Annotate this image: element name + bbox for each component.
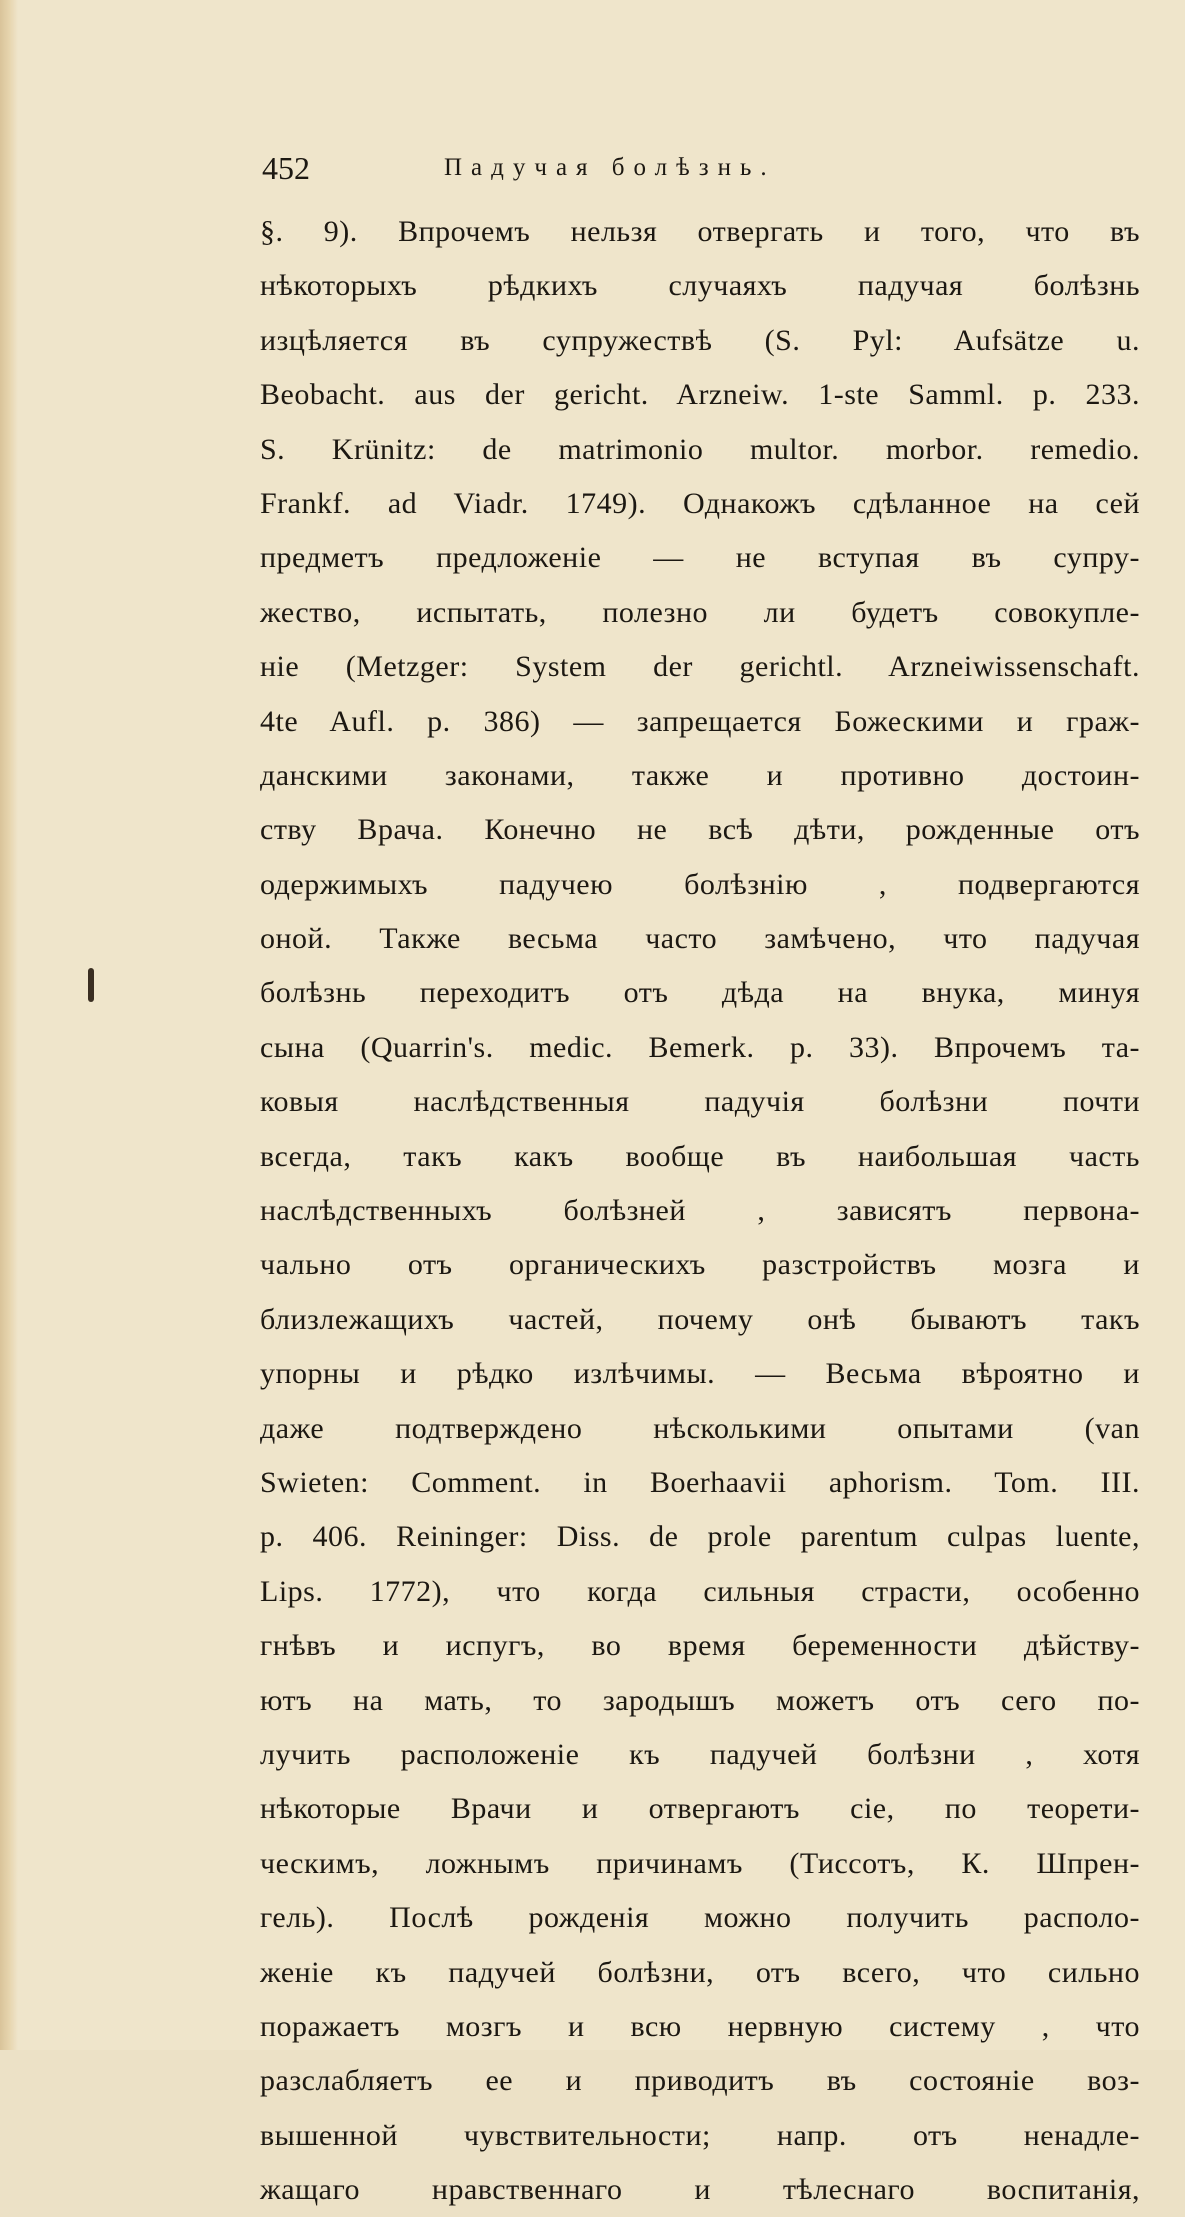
text-line: лучить расположеніе къ падучей болѣзни , хотя — [260, 1737, 1140, 1771]
text-line: предметъ предложеніе — не вступая въ супру- — [260, 541, 1140, 575]
text-line: одержимыхъ падучею болѣзнію , подвергаются — [260, 867, 1140, 901]
text-line: сына (Quarrin's. medic. Bemerk. p. 33). Впрочемъ та- — [260, 1030, 1140, 1064]
text-line: изцѣляется въ супружествѣ (S. Pyl: Aufsätze u. — [260, 323, 1140, 357]
text-line: гель). Послѣ рожденія можно получить располо- — [260, 1901, 1140, 1935]
text-line: жащаго нравственнаго и тѣлеснаго воспитанія, — [260, 2173, 1140, 2207]
text-line: близлежащихъ частей, почему онѣ бываютъ такъ — [260, 1302, 1140, 1336]
page-header — [262, 150, 912, 194]
text-line: §. 9). Впрочемъ нельзя отвергать и того, что въ — [260, 215, 1140, 248]
text-line: оной. Также весьма часто замѣчено, что падучая — [260, 922, 1140, 956]
text-line: ніе (Metzger: System der gerichtl. Arzneiwissenschaft. — [260, 650, 1140, 684]
text-line: p. 406. Reininger: Diss. de prole parentum culpas luente, — [260, 1520, 1140, 1554]
text-line: жество, испытать, полезно ли будетъ совокупле- — [260, 595, 1140, 629]
text-line: нѣкоторые Врачи и отвергаютъ сіе, по теорети- — [260, 1792, 1140, 1826]
page-binding-edge — [0, 0, 18, 2050]
text-line: Lips. 1772), что когда сильныя страсти, особенно — [260, 1574, 1140, 1608]
text-line: женіе къ падучей болѣзни, отъ всего, что сильно — [260, 1955, 1140, 1989]
text-line: Swieten: Comment. in Boerhaavii aphorism. Tom. III. — [260, 1465, 1140, 1499]
text-line: разслабляетъ ее и приводитъ въ состояніе воз- — [260, 2064, 1140, 2098]
text-line: данскими законами, также и противно достоин- — [260, 758, 1140, 792]
margin-ink-mark — [88, 968, 94, 1002]
text-line: Beobacht. aus der gericht. Arzneiw. 1-ste Samml. p. 233. — [260, 378, 1140, 412]
text-line: ческимъ, ложнымъ причинамъ (Тиссотъ, К. Шпрен- — [260, 1846, 1140, 1880]
text-line: гнѣвъ и испугъ, во время беременности дѣйству- — [260, 1629, 1140, 1663]
text-line: нѣкоторыхъ рѣдкихъ случаяхъ падучая болѣзнь — [260, 269, 1140, 303]
text-line: поражаетъ мозгъ и всю нервную систему , что — [260, 2009, 1140, 2043]
text-line: даже подтверждено нѣсколькими опытами (van — [260, 1411, 1140, 1445]
text-line: болѣзнь переходитъ отъ дѣда на внука, минуя — [260, 976, 1140, 1010]
text-line: ковыя наслѣдственныя падучія болѣзни почти — [260, 1085, 1140, 1119]
text-line: вышенной чувствительности; напр. отъ ненадле- — [260, 2118, 1140, 2152]
text-line: ству Врача. Конечно не всѣ дѣти, рожденные отъ — [260, 813, 1140, 847]
text-line: наслѣдственныхъ болѣзней , зависятъ первона- — [260, 1194, 1140, 1228]
text-line: чально отъ органическихъ разстройствъ мозга и — [260, 1248, 1140, 1282]
text-line: ютъ на мать, то зародышъ можетъ отъ сего по- — [260, 1683, 1140, 1717]
page-number: 452 — [262, 150, 310, 186]
running-title: Падучая болѣзнь. — [444, 154, 776, 181]
text-line: упорны и рѣдко излѣчимы. — Весьма вѣроятно и — [260, 1357, 1140, 1391]
text-line: S. Krünitz: de matrimonio multor. morbor. remedio. — [260, 432, 1140, 466]
text-line: 4te Aufl. p. 386) — запрещается Божескими и граж- — [260, 704, 1140, 738]
text-line: всегда, такъ какъ вообще въ наибольшая часть — [260, 1139, 1140, 1173]
text-line: Frankf. ad Viadr. 1749). Однакожъ сдѣланное на сей — [260, 486, 1140, 520]
body-text — [260, 205, 1140, 2217]
